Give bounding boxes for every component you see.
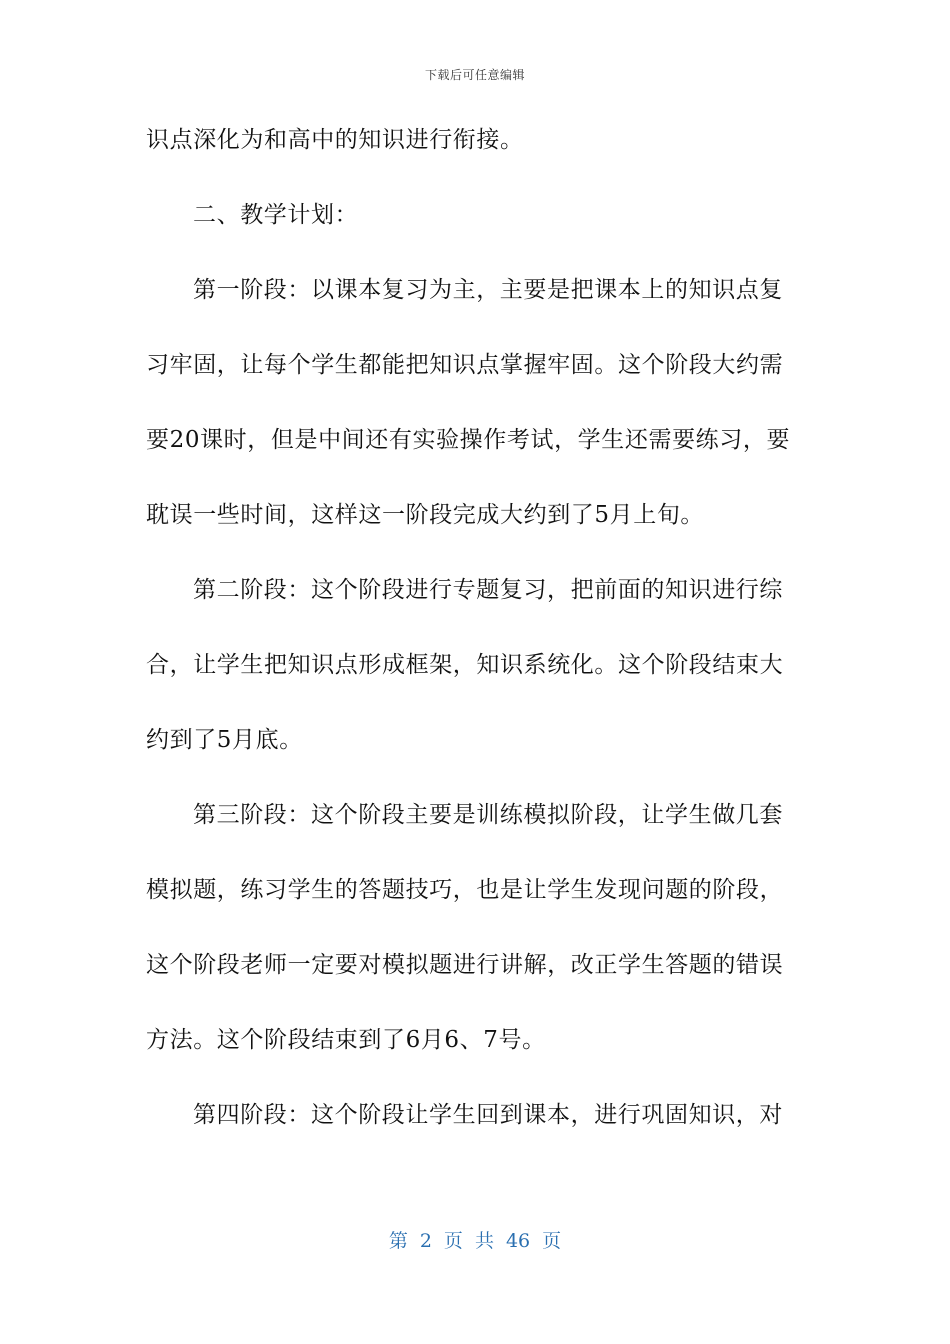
text-line: 识点深化为和高中的知识进行衔接。 (146, 127, 524, 153)
total-pages: 46 (505, 1230, 531, 1252)
text-line: 合，让学生把知识点形成框架，知识系统化。这个阶段结束大 (146, 652, 784, 678)
text-line: 要20课时，但是中间还有实验操作考试，学生还需要练习，要 (146, 427, 791, 453)
text-line: 耽误一些时间，这样这一阶段完成大约到了5月上旬。 (146, 502, 705, 528)
text-line: 习牢固，让每个学生都能把知识点掌握牢固。这个阶段大约需 (146, 352, 784, 378)
page-header: 下载后可任意编辑 (424, 68, 525, 82)
text-line: 约到了5月底。 (146, 727, 303, 753)
page-label-mid: 页 共 (443, 1230, 494, 1252)
page-label-pre: 第 (388, 1230, 408, 1252)
text-line: 这个阶段老师一定要对模拟题进行讲解，改正学生答题的错误 (146, 952, 784, 978)
section-heading: 二、教学计划： (193, 202, 359, 228)
page-footer (0, 1226, 950, 1253)
text-line: 第一阶段：以课本复习为主，主要是把课本上的知识点复 (193, 277, 783, 303)
text-line: 模拟题，练习学生的答题技巧，也是让学生发现问题的阶段， (146, 877, 784, 903)
text-line: 第四阶段：这个阶段让学生回到课本，进行巩固知识，对 (193, 1102, 783, 1128)
page-label-post: 页 (542, 1230, 562, 1252)
text-line: 第二阶段：这个阶段进行专题复习，把前面的知识进行综 (193, 577, 783, 603)
text-line: 方法。这个阶段结束到了6月6、7号。 (146, 1027, 546, 1053)
text-line: 第三阶段：这个阶段主要是训练模拟阶段，让学生做几套 (193, 802, 783, 828)
page-number: 2 (419, 1230, 432, 1252)
